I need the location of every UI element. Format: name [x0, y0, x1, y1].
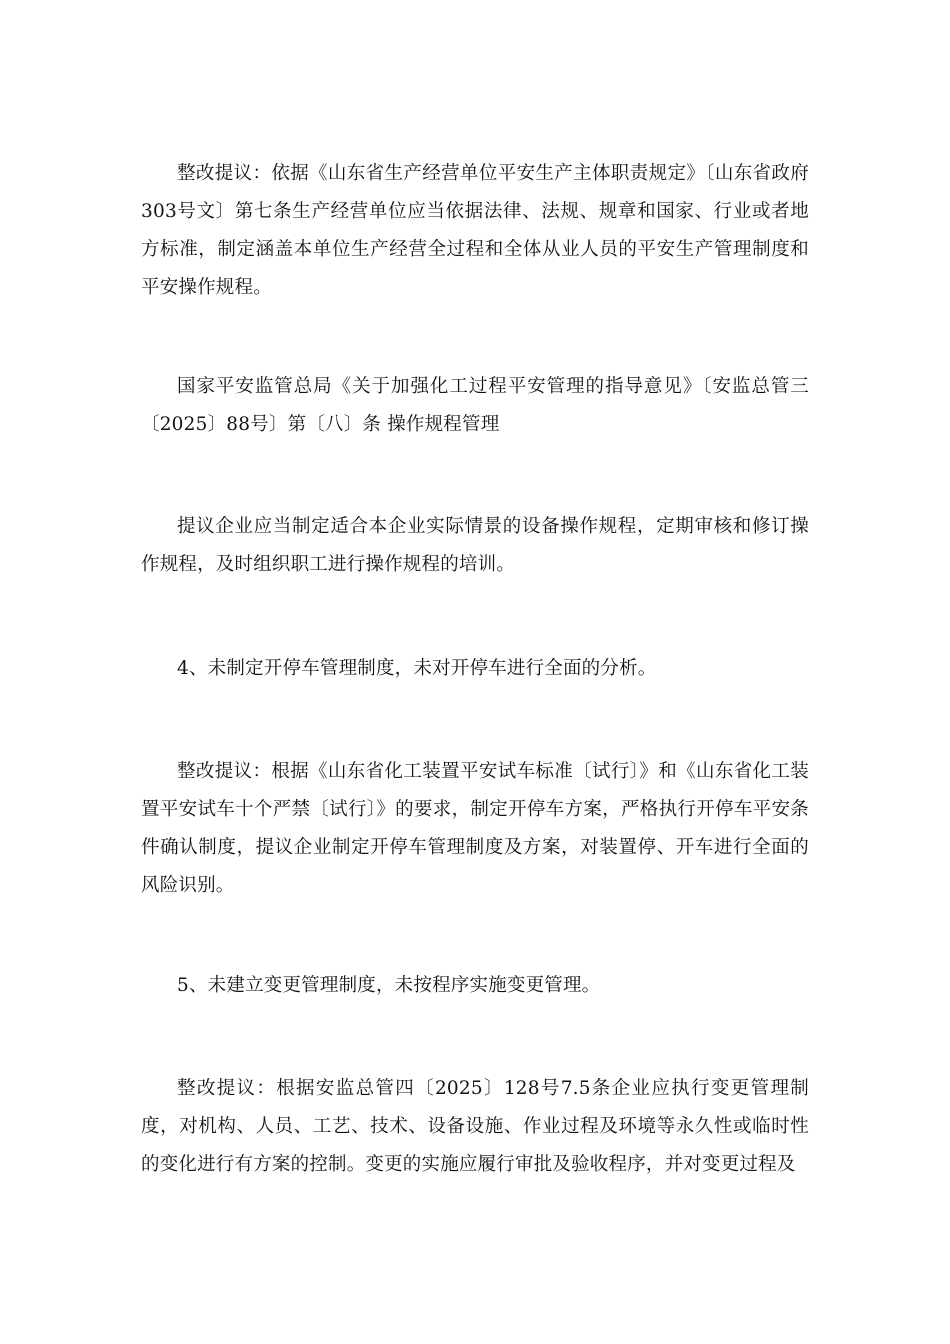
paragraph-rectification-suggestion-2: 整改提议：根据《山东省化工装置平安试车标准〔试行〕》和《山东省化工装置平安试车十个严禁〔试行〕》的要求，制定开停车方案，严格执行开停车平安条件确认制度，提议企业制定开停车管理制度及方案，对装置停、开车进行全面的风险识别。	[141, 761, 809, 896]
paragraph-rectification-suggestion-1: 整改提议：依据《山东省生产经营单位平安生产主体职责规定》〔山东省政府303号文〕第七条生产经营单位应当依据法律、法规、规章和国家、行业或者地方标准，制定涵盖本单位生产经营全过程和全体从业人员的平安生产管理制度和平安操作规程。	[141, 163, 809, 298]
paragraph-issue-4: 4、未制定开停车管理制度，未对开停车进行全面的分析。	[177, 658, 657, 679]
paragraph-issue-5: 5、未建立变更管理制度，未按程序实施变更管理。	[177, 975, 601, 996]
paragraph-rectification-suggestion-3: 整改提议：根据安监总管四〔2025〕128号7.5条企业应执行变更管理制度，对机构、人员、工艺、技术、设备设施、作业过程及环境等永久性或临时性的变化进行有方案的控制。变更的实施应履行审批及验收程序，并对变更过程及	[141, 1078, 809, 1175]
paragraph-guidance-reference: 国家平安监管总局《关于加强化工过程平安管理的指导意见》〔安监总管三〔2025〕88号〕第〔八〕条 操作规程管理	[141, 376, 809, 435]
paragraph-operating-procedures-suggestion: 提议企业应当制定适合本企业实际情景的设备操作规程，定期审核和修订操作规程，及时组织职工进行操作规程的培训。	[141, 516, 809, 575]
